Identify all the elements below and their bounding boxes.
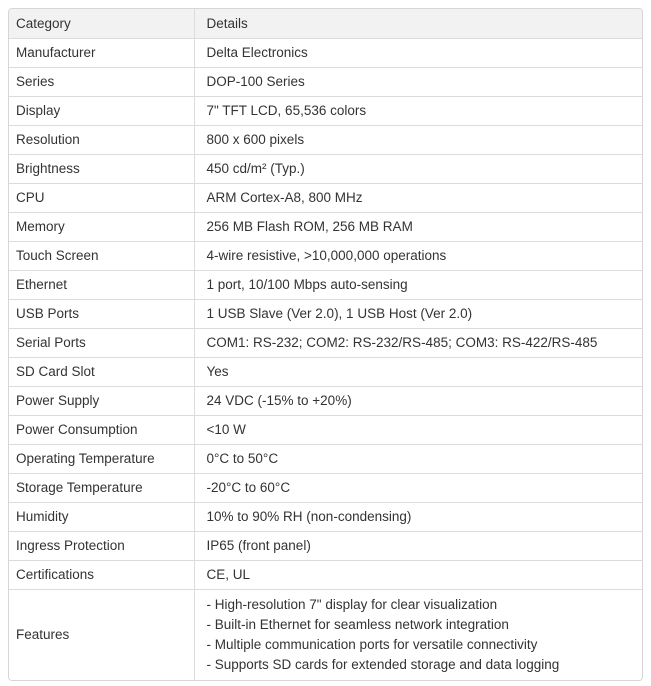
category-cell: Ethernet <box>9 271 194 300</box>
spec-table-header <box>9 9 642 39</box>
table-row-series <box>9 68 642 97</box>
category-cell: Series <box>9 68 194 97</box>
header-row <box>9 9 642 39</box>
category-cell: Humidity <box>9 503 194 532</box>
table-row-brightness <box>9 155 642 184</box>
table-row-resolution <box>9 126 642 155</box>
details-cell: -20°C to 60°C <box>194 474 642 503</box>
table-row-features <box>9 590 642 681</box>
category-cell: Storage Temperature <box>9 474 194 503</box>
category-cell: Power Supply <box>9 387 194 416</box>
details-cell: 1 port, 10/100 Mbps auto-sensing <box>194 271 642 300</box>
category-cell: Manufacturer <box>9 39 194 68</box>
details-cell-features <box>194 590 642 681</box>
table-row-serial-ports <box>9 329 642 358</box>
details-cell: Yes <box>194 358 642 387</box>
table-row-ethernet <box>9 271 642 300</box>
table-row-humidity <box>9 503 642 532</box>
details-cell: Delta Electronics <box>194 39 642 68</box>
spec-table <box>9 9 642 680</box>
feature-line: - Multiple communication ports for versatile connectivity <box>206 637 538 652</box>
spec-table-container <box>8 8 643 681</box>
table-row-power-consumption <box>9 416 642 445</box>
column-header-category: Category <box>9 9 194 39</box>
category-cell: Power Consumption <box>9 416 194 445</box>
table-row-usb-ports <box>9 300 642 329</box>
details-cell: 4-wire resistive, >10,000,000 operations <box>194 242 642 271</box>
details-cell: IP65 (front panel) <box>194 532 642 561</box>
details-cell: 24 VDC (-15% to +20%) <box>194 387 642 416</box>
category-cell: Memory <box>9 213 194 242</box>
details-cell: 0°C to 50°C <box>194 445 642 474</box>
table-row-sd-card-slot <box>9 358 642 387</box>
details-cell: 7" TFT LCD, 65,536 colors <box>194 97 642 126</box>
category-cell: CPU <box>9 184 194 213</box>
details-cell: 800 x 600 pixels <box>194 126 642 155</box>
details-cell: 10% to 90% RH (non-condensing) <box>194 503 642 532</box>
table-row-power-supply <box>9 387 642 416</box>
table-row-touch-screen <box>9 242 642 271</box>
table-row-memory <box>9 213 642 242</box>
table-row-storage-temperature <box>9 474 642 503</box>
details-cell: 450 cd/m² (Typ.) <box>194 155 642 184</box>
table-row-operating-temperature <box>9 445 642 474</box>
details-cell: 1 USB Slave (Ver 2.0), 1 USB Host (Ver 2.0) <box>194 300 642 329</box>
category-cell: Ingress Protection <box>9 532 194 561</box>
feature-line: - High-resolution 7" display for clear visualization <box>206 597 498 612</box>
details-cell: <10 W <box>194 416 642 445</box>
feature-line: - Built-in Ethernet for seamless network integration <box>206 617 509 632</box>
category-cell: Touch Screen <box>9 242 194 271</box>
details-cell: CE, UL <box>194 561 642 590</box>
details-cell: ARM Cortex-A8, 800 MHz <box>194 184 642 213</box>
category-cell: Operating Temperature <box>9 445 194 474</box>
category-cell: Serial Ports <box>9 329 194 358</box>
feature-line: - Supports SD cards for extended storage and data logging <box>206 657 560 672</box>
table-row-display <box>9 97 642 126</box>
details-cell: DOP-100 Series <box>194 68 642 97</box>
category-cell: Display <box>9 97 194 126</box>
table-row-manufacturer <box>9 39 642 68</box>
details-cell: COM1: RS-232; COM2: RS-232/RS-485; COM3: RS-422/RS-485 <box>194 329 642 358</box>
category-cell: SD Card Slot <box>9 358 194 387</box>
table-row-cpu <box>9 184 642 213</box>
table-row-ingress-protection <box>9 532 642 561</box>
table-row-certifications <box>9 561 642 590</box>
details-cell: 256 MB Flash ROM, 256 MB RAM <box>194 213 642 242</box>
category-cell: USB Ports <box>9 300 194 329</box>
column-header-details: Details <box>194 9 642 39</box>
category-cell: Features <box>9 590 194 681</box>
spec-table-body <box>9 39 642 681</box>
category-cell: Brightness <box>9 155 194 184</box>
category-cell: Certifications <box>9 561 194 590</box>
category-cell: Resolution <box>9 126 194 155</box>
